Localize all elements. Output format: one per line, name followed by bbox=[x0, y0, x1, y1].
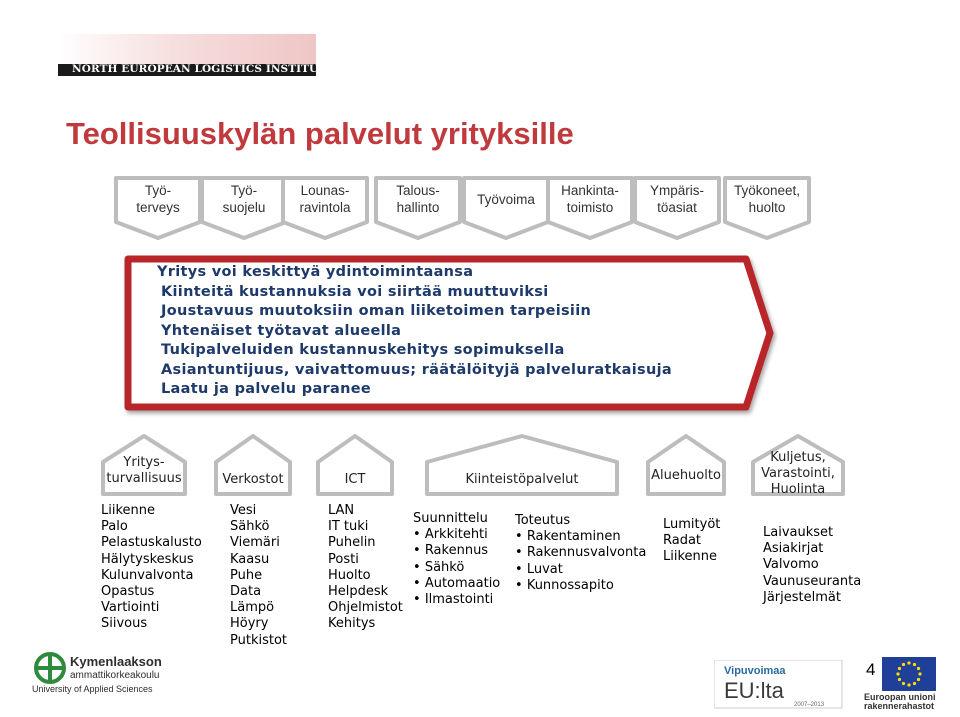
top-service-label-line: Työvoima bbox=[477, 191, 535, 207]
list-item: • Kunnossapito bbox=[515, 578, 646, 594]
top-service-label-line: hallinto bbox=[396, 200, 440, 215]
top-service-label-line: Hankinta- bbox=[561, 183, 619, 198]
vipuvoimaa-logo bbox=[714, 660, 844, 710]
page-number: 4 bbox=[866, 660, 876, 679]
top-service-label-line: Ympäris- bbox=[649, 183, 704, 198]
list-item: • Rakennusvalvonta bbox=[515, 545, 646, 561]
list-item: Laivaukset bbox=[763, 525, 834, 540]
eu-star bbox=[902, 663, 905, 666]
top-service-label-line: Työ- bbox=[230, 183, 258, 198]
eu-text-2: rakennerahastot bbox=[864, 701, 935, 710]
top-service-label-line: toimisto bbox=[566, 200, 614, 215]
list-item: Pelastuskalusto bbox=[101, 535, 202, 551]
list-turvallisuus bbox=[101, 503, 202, 633]
list-item: • Rakennus bbox=[413, 543, 500, 559]
vipu-text-3: 2007–2013 bbox=[794, 702, 825, 708]
list-kuljetus bbox=[763, 525, 861, 606]
list-item: Hälytyskeskus bbox=[101, 551, 194, 567]
list-item: Vesi bbox=[230, 503, 257, 518]
top-service-label bbox=[717, 182, 817, 216]
top-service-label bbox=[108, 182, 208, 216]
list-item: • Arkkitehti bbox=[413, 527, 500, 543]
list-verkostot bbox=[230, 503, 287, 649]
eu-logo bbox=[858, 655, 958, 710]
list-item: Liikenne bbox=[663, 549, 718, 565]
top-service-label bbox=[540, 182, 640, 216]
bottom-service-label-line: Kiinteistöpalvelut bbox=[465, 472, 579, 487]
top-service-label-line: Lounas- bbox=[300, 183, 350, 198]
top-service-label-line: ravintola bbox=[299, 200, 351, 215]
list-item: Ohjelmistot bbox=[328, 600, 403, 616]
eu-star bbox=[913, 663, 916, 666]
top-service-label-line: suojelu bbox=[222, 200, 266, 215]
list-item: Posti bbox=[328, 551, 359, 567]
list-item: Kulunvalvonta bbox=[101, 567, 194, 583]
bottom-service-label-line: Aluehuolto bbox=[651, 468, 721, 483]
eu-star bbox=[907, 661, 910, 664]
list-item: Kaasu bbox=[230, 551, 270, 567]
bottom-service-label-line: Varastointi, bbox=[761, 466, 835, 481]
top-service-label bbox=[275, 182, 375, 216]
list-item: Lämpö bbox=[230, 600, 275, 616]
list-item: • Rakentaminen bbox=[515, 529, 646, 545]
kyamk-name-3: University of Applied Sciences bbox=[32, 684, 153, 694]
bottom-service-label-line: ICT bbox=[344, 472, 366, 487]
eu-text-1: Euroopan unioni bbox=[864, 692, 936, 702]
bottom-service-label-line: Kuljetus, bbox=[770, 450, 826, 465]
list-item: Radat bbox=[663, 533, 702, 549]
benefit-line: Yhtenäiset työtavat alueella bbox=[161, 322, 402, 339]
bottom-service-label-line: turvallisuus bbox=[106, 471, 182, 486]
list-item: Palo bbox=[101, 519, 128, 535]
benefit-line: Joustavuus muutoksiin oman liiketoimen tarpeisiin bbox=[161, 303, 592, 319]
kyamk-logo bbox=[30, 650, 170, 700]
list-item: • Automaatio bbox=[413, 576, 500, 592]
vipu-text-2: EU:lta bbox=[724, 678, 784, 703]
list-heading: Suunnittelu bbox=[413, 511, 488, 526]
top-service-label-line: terveys bbox=[136, 200, 180, 215]
benefit-line: Kiinteitä kustannuksia voi siirtää muuttuviksi bbox=[161, 283, 549, 300]
list-item: Asiakirjat bbox=[763, 541, 824, 557]
list-item: • Ilmastointi bbox=[413, 592, 500, 608]
list-item: Vartiointi bbox=[101, 600, 160, 616]
list-item: Vaunuseuranta bbox=[763, 573, 862, 589]
kyamk-name-1: Kymenlaakson bbox=[70, 654, 162, 669]
eu-star bbox=[917, 667, 920, 670]
list-item: IT tuki bbox=[328, 519, 369, 535]
eu-star bbox=[918, 672, 921, 675]
top-service-label-line: huolto bbox=[748, 200, 786, 215]
eu-star bbox=[902, 682, 905, 685]
eu-star bbox=[913, 682, 916, 685]
list-item: Putkistot bbox=[230, 632, 288, 648]
list-item: Huolto bbox=[328, 567, 371, 583]
list-item: Data bbox=[230, 583, 262, 599]
top-service-label bbox=[627, 182, 727, 216]
benefit-line: Yritys voi keskittyä ydintoimintaansa bbox=[157, 264, 474, 280]
benefit-line: Asiantuntijuus, vaivattomuus; räätälöityjä palveluratkaisuja bbox=[161, 361, 672, 378]
eu-star bbox=[898, 678, 901, 681]
eu-star bbox=[917, 678, 920, 681]
list-item: Höyry bbox=[230, 616, 269, 632]
top-service-label bbox=[368, 182, 468, 216]
list-ict bbox=[328, 503, 403, 633]
list-suunnittelu bbox=[413, 511, 501, 607]
list-item: Opastus bbox=[101, 583, 155, 599]
bottom-service-label-line: Verkostot bbox=[222, 472, 284, 487]
list-item: • Sähkö bbox=[413, 560, 500, 576]
bottom-service-house bbox=[648, 436, 724, 494]
list-item: LAN bbox=[328, 503, 355, 518]
bottom-service-label bbox=[626, 468, 746, 484]
top-service-label-line: Talous- bbox=[396, 183, 440, 198]
list-item: Siivous bbox=[101, 616, 148, 632]
bottom-service-label-line: Huolinta bbox=[770, 482, 826, 497]
top-service-label-line: töasiat bbox=[657, 200, 697, 215]
list-item: Kehitys bbox=[328, 616, 376, 632]
list-item: Lumityöt bbox=[663, 517, 721, 532]
kyamk-name-2: ammattikorkeakoulu bbox=[70, 670, 160, 681]
bottom-service-label bbox=[84, 455, 204, 487]
benefit-line: Tukipalveluiden kustannuskehitys sopimuksella bbox=[161, 342, 565, 358]
benefit-line: Laatu ja palvelu paranee bbox=[161, 381, 371, 397]
list-item: Helpdesk bbox=[328, 583, 389, 599]
page-title: Teollisuuskylän palvelut yrityksille bbox=[66, 116, 574, 151]
list-aluehuolto bbox=[663, 517, 720, 566]
eu-star bbox=[896, 672, 899, 675]
list-item: Sähkö bbox=[230, 519, 270, 535]
bottom-service-label bbox=[295, 472, 415, 488]
bottom-service-label bbox=[462, 472, 582, 488]
institute-name: NORTH EUROPEAN LOGISTICS INSTITUTE bbox=[72, 63, 335, 75]
top-service-label-line: Työ- bbox=[144, 183, 172, 198]
top-service-label-line: Työkoneet, bbox=[733, 183, 801, 198]
top-service-chevron bbox=[464, 178, 548, 238]
bottom-service-label bbox=[738, 450, 858, 498]
list-toteutus bbox=[515, 513, 647, 593]
list-item: Viemäri bbox=[230, 535, 280, 551]
list-item: Liikenne bbox=[101, 503, 156, 518]
list-item: Valvomo bbox=[763, 557, 819, 573]
list-item: Puhe bbox=[230, 567, 263, 583]
list-item: • Luvat bbox=[515, 562, 646, 578]
list-item: Puhelin bbox=[328, 535, 376, 551]
vipu-text-1: Vipuvoimaa bbox=[724, 665, 786, 677]
bottom-service-label-line: Yritys- bbox=[123, 455, 165, 470]
list-heading: Toteutus bbox=[515, 513, 571, 528]
eu-star bbox=[898, 667, 901, 670]
list-item: Järjestelmät bbox=[763, 589, 841, 605]
eu-star bbox=[907, 683, 910, 686]
